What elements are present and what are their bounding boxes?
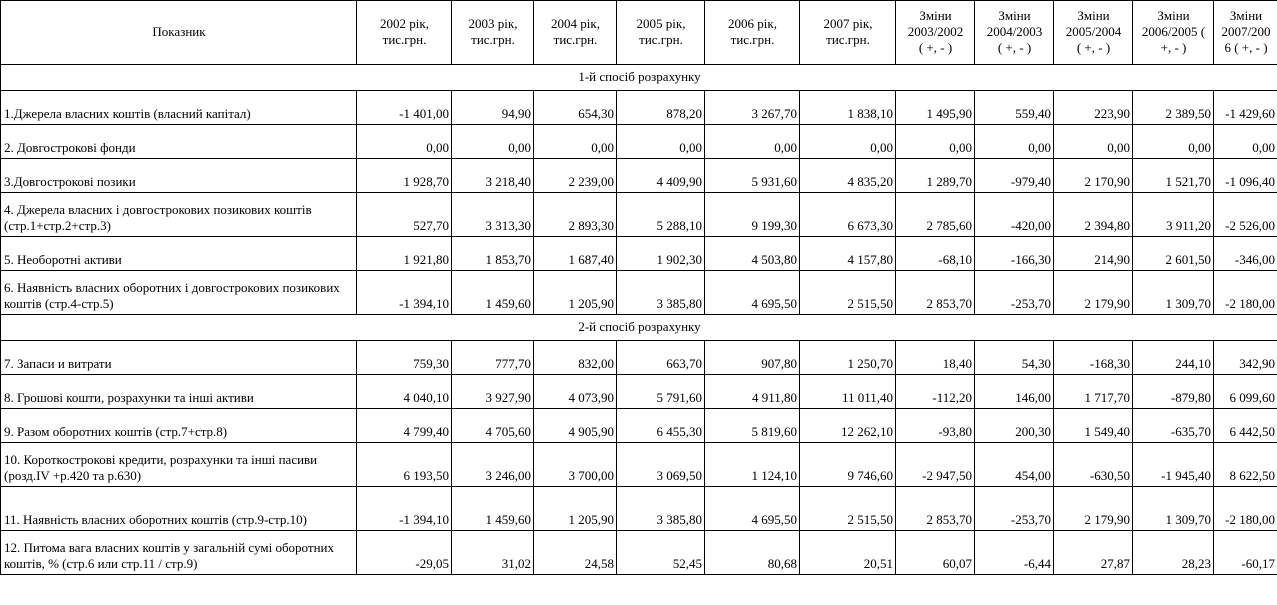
value-cell: 2 394,80: [1054, 193, 1133, 237]
value-cell: 6 193,50: [357, 443, 452, 487]
header-col-2004: 2004 рік, тис.грн.: [534, 1, 617, 65]
value-cell: 4 695,50: [705, 271, 800, 315]
value-cell: 9 199,30: [705, 193, 800, 237]
value-cell: -1 394,10: [357, 271, 452, 315]
value-cell: 2 389,50: [1133, 91, 1214, 125]
value-cell: 1 902,30: [617, 237, 705, 271]
value-cell: 4 409,90: [617, 159, 705, 193]
value-cell: 2 179,90: [1054, 487, 1133, 531]
value-cell: -2 947,50: [896, 443, 975, 487]
value-cell: 214,90: [1054, 237, 1133, 271]
value-cell: 1 687,40: [534, 237, 617, 271]
value-cell: 1 205,90: [534, 487, 617, 531]
value-cell: 3 246,00: [452, 443, 534, 487]
value-cell: 9 746,60: [800, 443, 896, 487]
value-cell: -2 526,00: [1214, 193, 1277, 237]
value-cell: 878,20: [617, 91, 705, 125]
value-cell: 2 893,30: [534, 193, 617, 237]
value-cell: 80,68: [705, 531, 800, 575]
table-row: [1, 531, 1277, 575]
row-label: 11. Наявність власних оборотних коштів (стр.9-стр.10): [1, 487, 357, 531]
value-cell: 31,02: [452, 531, 534, 575]
table-row: [1, 409, 1277, 443]
value-cell: 0,00: [1054, 125, 1133, 159]
value-cell: 1 459,60: [452, 487, 534, 531]
value-cell: 3 911,20: [1133, 193, 1214, 237]
value-cell: 907,80: [705, 341, 800, 375]
section-row: [1, 315, 1277, 341]
value-cell: 663,70: [617, 341, 705, 375]
table-row: [1, 159, 1277, 193]
value-cell: 4 073,90: [534, 375, 617, 409]
value-cell: 0,00: [534, 125, 617, 159]
table-row: [1, 237, 1277, 271]
value-cell: 1 853,70: [452, 237, 534, 271]
row-label: 2. Довгострокові фонди: [1, 125, 357, 159]
value-cell: 2 853,70: [896, 271, 975, 315]
table-body: [1, 65, 1277, 575]
value-cell: 3 069,50: [617, 443, 705, 487]
table-row: [1, 125, 1277, 159]
value-cell: 0,00: [1214, 125, 1277, 159]
value-cell: 27,87: [1054, 531, 1133, 575]
value-cell: 94,90: [452, 91, 534, 125]
value-cell: 60,07: [896, 531, 975, 575]
value-cell: 1 124,10: [705, 443, 800, 487]
value-cell: 0,00: [357, 125, 452, 159]
value-cell: -93,80: [896, 409, 975, 443]
header-indicator: Показник: [1, 1, 357, 65]
value-cell: 1 309,70: [1133, 487, 1214, 531]
value-cell: 342,90: [1214, 341, 1277, 375]
value-cell: 4 695,50: [705, 487, 800, 531]
value-cell: 0,00: [800, 125, 896, 159]
value-cell: 1 717,70: [1054, 375, 1133, 409]
value-cell: -68,10: [896, 237, 975, 271]
value-cell: 6 673,30: [800, 193, 896, 237]
value-cell: 0,00: [705, 125, 800, 159]
value-cell: -979,40: [975, 159, 1054, 193]
header-col-2007: 2007 рік, тис.грн.: [800, 1, 896, 65]
value-cell: 2 239,00: [534, 159, 617, 193]
value-cell: -630,50: [1054, 443, 1133, 487]
table-row: [1, 91, 1277, 125]
value-cell: 454,00: [975, 443, 1054, 487]
value-cell: 2 785,60: [896, 193, 975, 237]
value-cell: 6 455,30: [617, 409, 705, 443]
value-cell: 5 819,60: [705, 409, 800, 443]
header-col-2003: 2003 рік, тис.грн.: [452, 1, 534, 65]
value-cell: 4 503,80: [705, 237, 800, 271]
value-cell: -1 429,60: [1214, 91, 1277, 125]
value-cell: 1 289,70: [896, 159, 975, 193]
value-cell: 18,40: [896, 341, 975, 375]
value-cell: 3 313,30: [452, 193, 534, 237]
value-cell: 2 601,50: [1133, 237, 1214, 271]
value-cell: 0,00: [617, 125, 705, 159]
value-cell: 4 905,90: [534, 409, 617, 443]
value-cell: 832,00: [534, 341, 617, 375]
table-row: [1, 443, 1277, 487]
value-cell: 6 099,60: [1214, 375, 1277, 409]
value-cell: 3 218,40: [452, 159, 534, 193]
value-cell: 28,23: [1133, 531, 1214, 575]
value-cell: 1 549,40: [1054, 409, 1133, 443]
value-cell: 1 495,90: [896, 91, 975, 125]
value-cell: 54,30: [975, 341, 1054, 375]
value-cell: -168,30: [1054, 341, 1133, 375]
value-cell: -253,70: [975, 487, 1054, 531]
section-title: 1-й спосіб розрахунку: [1, 65, 1277, 91]
value-cell: 4 040,10: [357, 375, 452, 409]
value-cell: 0,00: [452, 125, 534, 159]
value-cell: 1 928,70: [357, 159, 452, 193]
value-cell: 12 262,10: [800, 409, 896, 443]
value-cell: 3 927,90: [452, 375, 534, 409]
value-cell: 200,30: [975, 409, 1054, 443]
row-label: 3.Довгострокові позики: [1, 159, 357, 193]
value-cell: -879,80: [1133, 375, 1214, 409]
value-cell: 2 853,70: [896, 487, 975, 531]
value-cell: 8 622,50: [1214, 443, 1277, 487]
value-cell: 2 515,50: [800, 271, 896, 315]
value-cell: 1 205,90: [534, 271, 617, 315]
row-label: 6. Наявність власних оборотних і довгострокових позикових коштів (стр.4-стр.5): [1, 271, 357, 315]
table-row: [1, 341, 1277, 375]
value-cell: 0,00: [896, 125, 975, 159]
value-cell: -112,20: [896, 375, 975, 409]
value-cell: 559,40: [975, 91, 1054, 125]
value-cell: -1 401,00: [357, 91, 452, 125]
section-row: [1, 65, 1277, 91]
table-row: [1, 271, 1277, 315]
value-cell: -253,70: [975, 271, 1054, 315]
header-change-2004-2003: Зміни 2004/2003 ( +, - ): [975, 1, 1054, 65]
value-cell: 5 791,60: [617, 375, 705, 409]
value-cell: 2 170,90: [1054, 159, 1133, 193]
header-col-2006: 2006 рік, тис.грн.: [705, 1, 800, 65]
value-cell: -635,70: [1133, 409, 1214, 443]
value-cell: -60,17: [1214, 531, 1277, 575]
value-cell: -29,05: [357, 531, 452, 575]
value-cell: 0,00: [1133, 125, 1214, 159]
table-row: [1, 487, 1277, 531]
header-col-2002: 2002 рік, тис.грн.: [357, 1, 452, 65]
value-cell: 6 442,50: [1214, 409, 1277, 443]
row-label: 4. Джерела власних і довгострокових позикових коштів (стр.1+стр.2+стр.3): [1, 193, 357, 237]
value-cell: 4 705,60: [452, 409, 534, 443]
value-cell: 4 911,80: [705, 375, 800, 409]
value-cell: 24,58: [534, 531, 617, 575]
value-cell: 1 921,80: [357, 237, 452, 271]
value-cell: 1 250,70: [800, 341, 896, 375]
value-cell: 5 931,60: [705, 159, 800, 193]
value-cell: 4 799,40: [357, 409, 452, 443]
row-label: 9. Разом оборотних коштів (стр.7+стр.8): [1, 409, 357, 443]
value-cell: 244,10: [1133, 341, 1214, 375]
value-cell: 11 011,40: [800, 375, 896, 409]
value-cell: 1 309,70: [1133, 271, 1214, 315]
row-label: 8. Грошові кошти, розрахунки та інші активи: [1, 375, 357, 409]
value-cell: 3 385,80: [617, 271, 705, 315]
table-row: [1, 375, 1277, 409]
value-cell: 52,45: [617, 531, 705, 575]
value-cell: 4 157,80: [800, 237, 896, 271]
value-cell: 20,51: [800, 531, 896, 575]
row-label: 12. Питома вага власних коштів у загальній сумі оборотних коштів, % (стр.6 или стр.11 / стр.9): [1, 531, 357, 575]
value-cell: 3 700,00: [534, 443, 617, 487]
header-change-2005-2004: Зміни 2005/2004 ( +, - ): [1054, 1, 1133, 65]
value-cell: 654,30: [534, 91, 617, 125]
value-cell: 777,70: [452, 341, 534, 375]
value-cell: 527,70: [357, 193, 452, 237]
value-cell: 223,90: [1054, 91, 1133, 125]
header-change-2003-2002: Зміни 2003/2002 ( +, - ): [896, 1, 975, 65]
value-cell: -166,30: [975, 237, 1054, 271]
value-cell: -1 394,10: [357, 487, 452, 531]
value-cell: -2 180,00: [1214, 271, 1277, 315]
value-cell: -2 180,00: [1214, 487, 1277, 531]
value-cell: -420,00: [975, 193, 1054, 237]
value-cell: 3 385,80: [617, 487, 705, 531]
row-label: 5. Необоротні активи: [1, 237, 357, 271]
row-label: 10. Короткострокові кредити, розрахунки та інші пасиви (розд.IV +р.420 та р.630): [1, 443, 357, 487]
value-cell: 1 521,70: [1133, 159, 1214, 193]
value-cell: 4 835,20: [800, 159, 896, 193]
value-cell: 2 515,50: [800, 487, 896, 531]
value-cell: 3 267,70: [705, 91, 800, 125]
section-title: 2-й спосіб розрахунку: [1, 315, 1277, 341]
header-change-2007-2006: Зміни 2007/200 6 ( +, - ): [1214, 1, 1277, 65]
value-cell: 759,30: [357, 341, 452, 375]
row-label: 1.Джерела власних коштів (власний капітал): [1, 91, 357, 125]
header-row: [1, 1, 1277, 65]
table-row: [1, 193, 1277, 237]
value-cell: 1 838,10: [800, 91, 896, 125]
value-cell: 5 288,10: [617, 193, 705, 237]
header-change-2006-2005: Зміни 2006/2005 ( +, - ): [1133, 1, 1214, 65]
value-cell: -6,44: [975, 531, 1054, 575]
value-cell: 146,00: [975, 375, 1054, 409]
value-cell: -1 096,40: [1214, 159, 1277, 193]
header-col-2005: 2005 рік, тис.грн.: [617, 1, 705, 65]
value-cell: 0,00: [975, 125, 1054, 159]
value-cell: 2 179,90: [1054, 271, 1133, 315]
value-cell: -346,00: [1214, 237, 1277, 271]
value-cell: 1 459,60: [452, 271, 534, 315]
row-label: 7. Запаси и витрати: [1, 341, 357, 375]
value-cell: -1 945,40: [1133, 443, 1214, 487]
